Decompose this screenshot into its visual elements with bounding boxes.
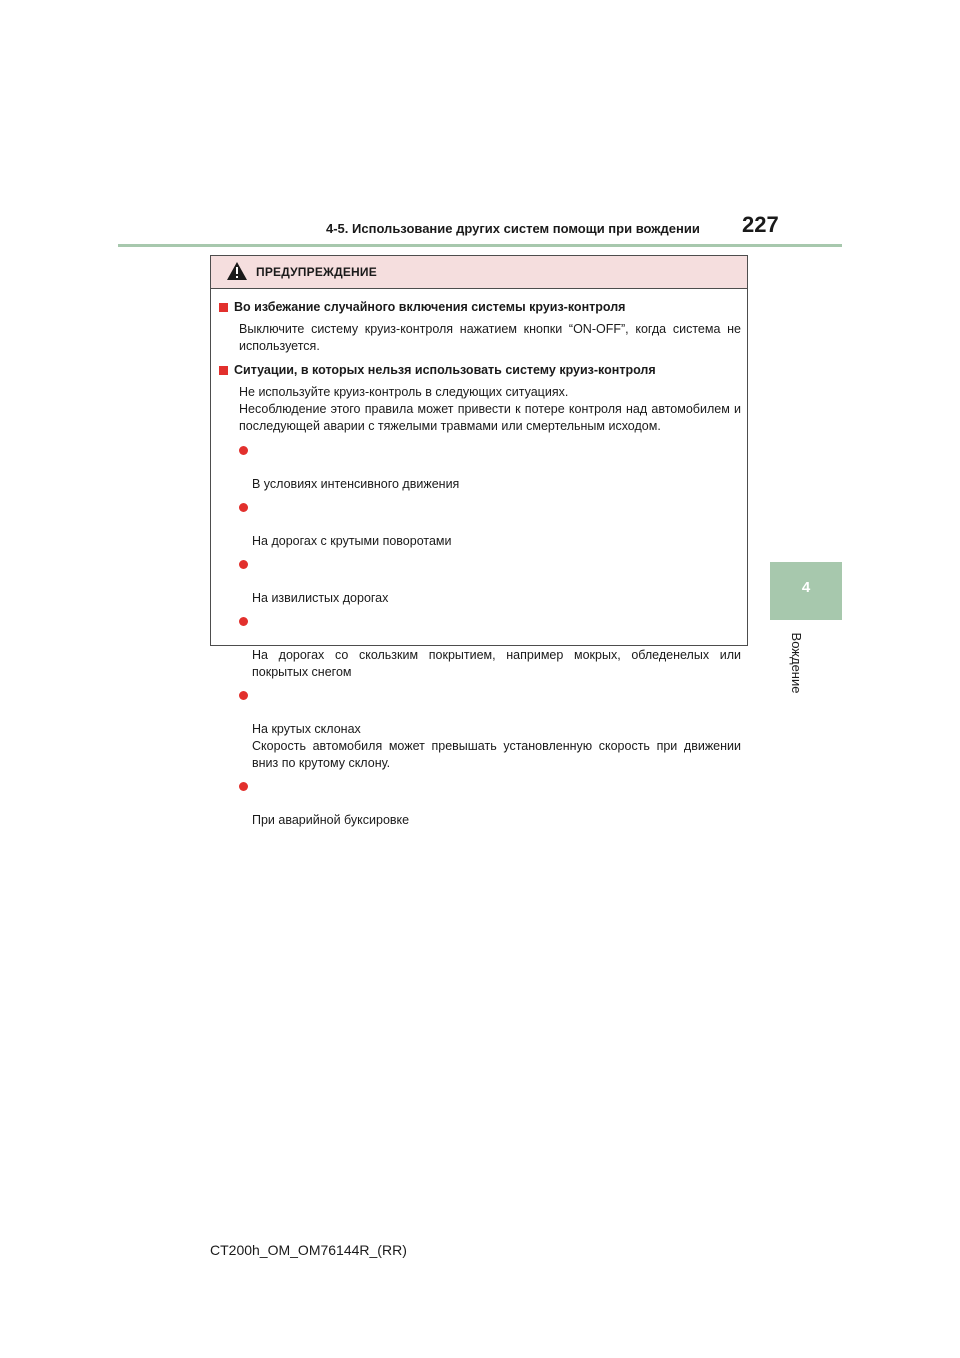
- section-heading: [219, 299, 741, 316]
- document-code: CT200h_OM_OM76144R_(RR): [210, 1242, 407, 1258]
- warning-header: [211, 256, 747, 289]
- round-bullet-icon: [239, 503, 248, 512]
- situation-list: [219, 442, 741, 829]
- chapter-tab[interactable]: [770, 562, 842, 620]
- page-header: [118, 210, 842, 246]
- list-item: [239, 613, 741, 681]
- section-text: Не используйте круиз-контроль в следующих ситуациях. Несоблюдение этого правила может привести к потере контроля над автомобилем и последующей аварии с тяжелыми травмами или смертельным исходом.: [239, 385, 741, 433]
- list-item-text: При аварийной буксировке: [252, 813, 410, 827]
- header-divider: [118, 244, 842, 247]
- page-number: 227: [742, 212, 779, 237]
- warning-section-accidental-activation: [219, 299, 741, 355]
- list-item: [239, 556, 741, 607]
- round-bullet-icon: [239, 617, 248, 626]
- list-item-text: На дорогах с крутыми поворотами: [252, 534, 452, 548]
- list-item: [239, 778, 741, 829]
- section-title: 4-5. Использование других систем помощи при вождении: [326, 221, 700, 236]
- round-bullet-icon: [239, 782, 248, 791]
- chapter-label: Вождение: [789, 632, 804, 694]
- round-bullet-icon: [239, 691, 248, 700]
- section-heading-text: Ситуации, в которых нельзя использовать систему круиз-контроля: [234, 363, 656, 377]
- warning-box: [210, 255, 748, 827]
- round-bullet-icon: [239, 560, 248, 569]
- warning-triangle-icon: [226, 261, 248, 281]
- round-bullet-icon: [239, 446, 248, 455]
- list-item-text: В условиях интенсивного движения: [252, 477, 460, 491]
- section-heading-text: Во избежание случайного включения системы круиз-контроля: [234, 300, 626, 314]
- list-item: [239, 687, 741, 772]
- warning-body: [219, 299, 741, 836]
- warning-title: ПРЕДУПРЕЖДЕНИЕ: [256, 265, 377, 279]
- chapter-number: 4: [801, 579, 811, 596]
- warning-section-do-not-use: [219, 362, 741, 829]
- square-bullet-icon: [219, 366, 228, 375]
- list-item: [239, 499, 741, 550]
- list-item-text: На крутых склонах Скорость автомобиля может превышать установленную скорость при движении вниз по крутому склону.: [252, 722, 741, 770]
- list-item: [239, 442, 741, 493]
- square-bullet-icon: [219, 303, 228, 312]
- section-text: Выключите систему круиз-контроля нажатием кнопки “ON-OFF”, когда система не используется.: [239, 322, 741, 353]
- section-heading: [219, 362, 741, 379]
- list-item-text: На извилистых дорогах: [252, 591, 389, 605]
- list-item-text: На дорогах со скользким покрытием, например мокрых, обледенелых или покрытых снегом: [252, 648, 741, 679]
